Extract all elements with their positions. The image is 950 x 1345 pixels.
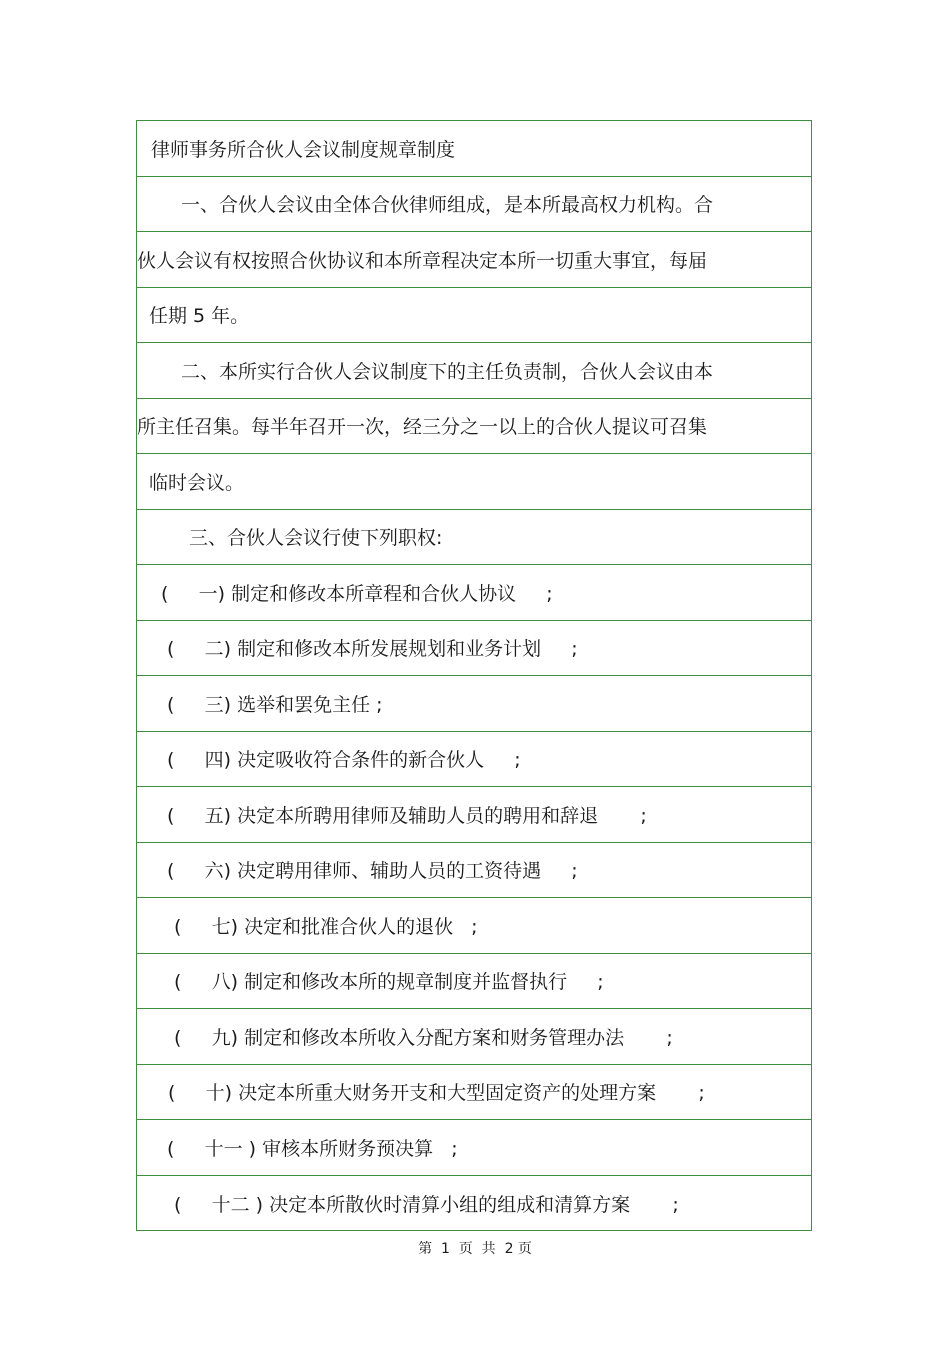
list-item [137,676,811,732]
list-item [137,954,811,1010]
paragraph-line: 临时会议。 [149,471,245,494]
page-number: 第 1 页 共 2 页 [418,1241,532,1257]
list-item [137,621,811,677]
list-item-text: ( 一) 制定和修改本所章程和合伙人协议 ; [161,582,553,605]
list-item-text: ( 三) 选举和罢免主任 ; [167,693,383,716]
list-item-text: ( 九) 制定和修改本所收入分配方案和财务管理办法 ; [174,1026,673,1049]
paragraph-line: 所主任召集。每半年召开一次，经三分之一以上的合伙人提议可召集 [137,416,708,439]
list-item [137,787,811,843]
text-row [137,288,811,344]
list-item [137,898,811,954]
paragraph-line: 伙人会议有权按照合伙协议和本所章程决定本所一切重大事宜，每届 [137,249,708,272]
list-item [137,843,811,899]
list-item [137,1176,811,1232]
text-row [137,454,811,510]
text-row [137,399,811,455]
list-item [137,732,811,788]
text-row [137,343,811,399]
paragraph-line: 一、合伙人会议由全体合伙律师组成，是本所最高权力机构。合 [181,194,714,217]
list-item-text: ( 六) 决定聘用律师、辅助人员的工资待遇 ; [167,860,578,883]
list-item-text: ( 四) 决定吸收符合条件的新合伙人 ; [167,749,521,772]
paragraph-line: 三、合伙人会议行使下列职权: [189,527,443,550]
paragraph-line: 二、本所实行合伙人会议制度下的主任负责制，合伙人会议由本 [181,360,714,383]
list-item [137,565,811,621]
list-item [137,1009,811,1065]
paragraph-line: 任期 5 年。 [149,305,250,328]
text-row [137,510,811,566]
list-item-text: ( 十) 决定本所重大财务开支和大型固定资产的处理方案 ; [168,1082,705,1105]
list-item-text: ( 八) 制定和修改本所的规章制度并监督执行 ; [174,971,604,994]
list-item [137,1120,811,1176]
text-row [137,177,811,233]
list-item-text: ( 七) 决定和批准合伙人的退伙 ; [174,915,478,938]
document-table [136,120,812,1231]
list-item-text: ( 五) 决定本所聘用律师及辅助人员的聘用和辞退 ; [167,804,647,827]
list-item [137,1065,811,1121]
list-item-text: ( 二) 制定和修改本所发展规划和业务计划 ; [167,638,578,661]
list-item-text: ( 十二 ) 决定本所散伙时清算小组的组成和清算方案 ; [174,1193,679,1216]
list-item-text: ( 十一 ) 审核本所财务预决算 ; [167,1137,458,1160]
text-row [137,232,811,288]
document-title-row [137,121,811,177]
document-title: 律师事务所合伙人会议制度规章制度 [151,138,456,161]
